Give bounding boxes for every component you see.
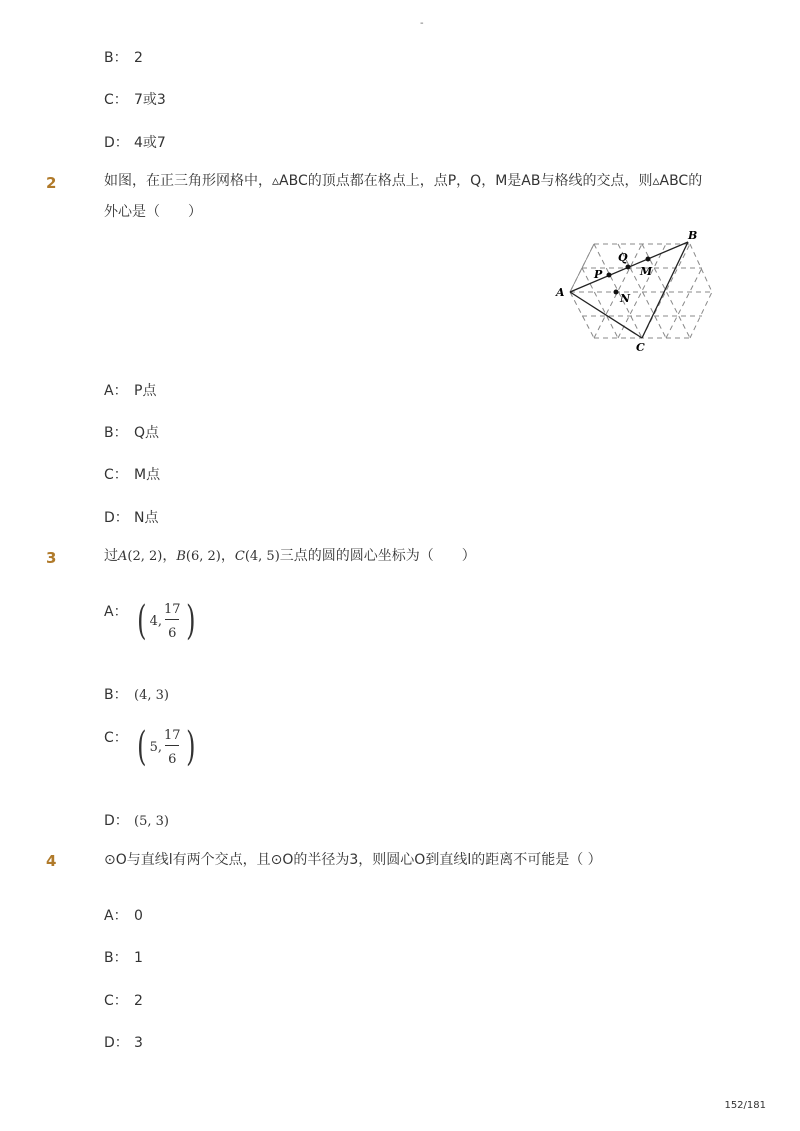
point-n xyxy=(614,290,619,295)
whole-part: 5, xyxy=(149,739,163,755)
option-math xyxy=(134,724,198,770)
option-text: N点 xyxy=(134,510,159,526)
label-b: B xyxy=(688,229,698,242)
question-number: 3 xyxy=(46,549,57,567)
option-label: C： xyxy=(104,993,128,1009)
label-p: P xyxy=(594,268,603,281)
header-mark: - xyxy=(420,18,424,29)
option-text: 3 xyxy=(134,1035,143,1051)
point-a-coord: (2, 2) xyxy=(127,549,163,564)
label-c: C xyxy=(636,341,645,354)
segment-ac xyxy=(570,292,642,338)
numerator: 17 xyxy=(164,601,181,617)
label-n: N xyxy=(620,292,631,305)
option-a[interactable] xyxy=(104,598,198,644)
text-suffix: 三点的圆的圆心坐标为（ ） xyxy=(279,548,476,564)
triangle-grid-figure xyxy=(552,226,722,356)
point-b-name: B xyxy=(176,549,186,564)
option-label: B： xyxy=(104,687,128,703)
option-text: (4, 3) xyxy=(134,688,169,703)
text-prefix: 过 xyxy=(104,548,118,564)
option-a[interactable] xyxy=(104,905,143,925)
option-text: 2 xyxy=(134,50,143,66)
option-label: D： xyxy=(104,510,129,526)
denominator: 6 xyxy=(168,751,177,767)
option-b[interactable] xyxy=(104,47,143,67)
option-label: B： xyxy=(104,950,128,966)
option-c[interactable] xyxy=(104,89,166,109)
open-paren: ( xyxy=(137,724,147,770)
option-d[interactable] xyxy=(104,132,166,152)
option-b[interactable] xyxy=(104,422,159,442)
option-c[interactable] xyxy=(104,724,198,770)
option-d[interactable] xyxy=(104,810,169,830)
point-b-coord: (6, 2) xyxy=(185,549,221,564)
point-p xyxy=(607,273,612,278)
option-label: D： xyxy=(104,1035,129,1051)
numerator: 17 xyxy=(164,727,181,743)
question-number: 2 xyxy=(46,174,57,192)
option-label: C： xyxy=(104,92,128,108)
option-text: 4或7 xyxy=(134,135,166,151)
label-a: A xyxy=(556,286,565,299)
open-paren: ( xyxy=(137,598,147,644)
label-m: M xyxy=(640,265,653,278)
option-label: A： xyxy=(104,383,128,399)
option-text: 0 xyxy=(134,908,143,924)
question-text xyxy=(104,541,704,572)
question-text: ⊙O与直线l有两个交点，且⊙O的半径为3，则圆心O到直线l的距离不可能是（ ） xyxy=(104,852,602,868)
option-label: C： xyxy=(104,730,128,746)
separator: ， xyxy=(220,548,235,564)
fraction xyxy=(163,602,182,641)
option-label: D： xyxy=(104,813,129,829)
option-label: B： xyxy=(104,50,128,66)
option-d[interactable] xyxy=(104,1032,143,1052)
question-number: 4 xyxy=(46,852,57,870)
option-text: 7或3 xyxy=(134,92,166,108)
option-text: (5, 3) xyxy=(134,814,169,829)
close-paren: ) xyxy=(185,724,196,770)
separator: ， xyxy=(162,548,177,564)
option-label: A： xyxy=(104,604,128,620)
point-c-name: C xyxy=(234,549,245,564)
close-paren: ) xyxy=(185,598,196,644)
label-q: Q xyxy=(618,251,628,264)
question-text: 如图，在正三角形网格中，▵ABC的顶点都在格点上，点P，Q，M是AB与格线的交点，则▵ABC的外心是（ ） xyxy=(104,173,703,220)
point-m xyxy=(646,257,651,262)
option-math xyxy=(134,598,198,644)
option-label: C： xyxy=(104,467,128,483)
point-a-name: A xyxy=(118,549,128,564)
page-number: 152/181 xyxy=(724,1100,766,1111)
option-label: D： xyxy=(104,135,129,151)
option-text: P点 xyxy=(134,383,157,399)
option-label: A： xyxy=(104,908,128,924)
option-label: B： xyxy=(104,425,128,441)
option-text: 2 xyxy=(134,993,143,1009)
option-c[interactable] xyxy=(104,464,160,484)
point-c-coord: (4, 5) xyxy=(244,549,280,564)
option-b[interactable] xyxy=(104,684,169,704)
whole-part: 4, xyxy=(149,613,163,629)
fraction xyxy=(163,728,182,767)
denominator: 6 xyxy=(168,625,177,641)
option-text: Q点 xyxy=(134,425,160,441)
segment-bc xyxy=(642,242,688,338)
option-text: 1 xyxy=(134,950,143,966)
option-b[interactable] xyxy=(104,947,143,967)
point-q xyxy=(626,265,631,270)
option-d[interactable] xyxy=(104,507,158,527)
option-a[interactable] xyxy=(104,380,156,400)
option-c[interactable] xyxy=(104,990,143,1010)
option-text: M点 xyxy=(134,467,161,483)
